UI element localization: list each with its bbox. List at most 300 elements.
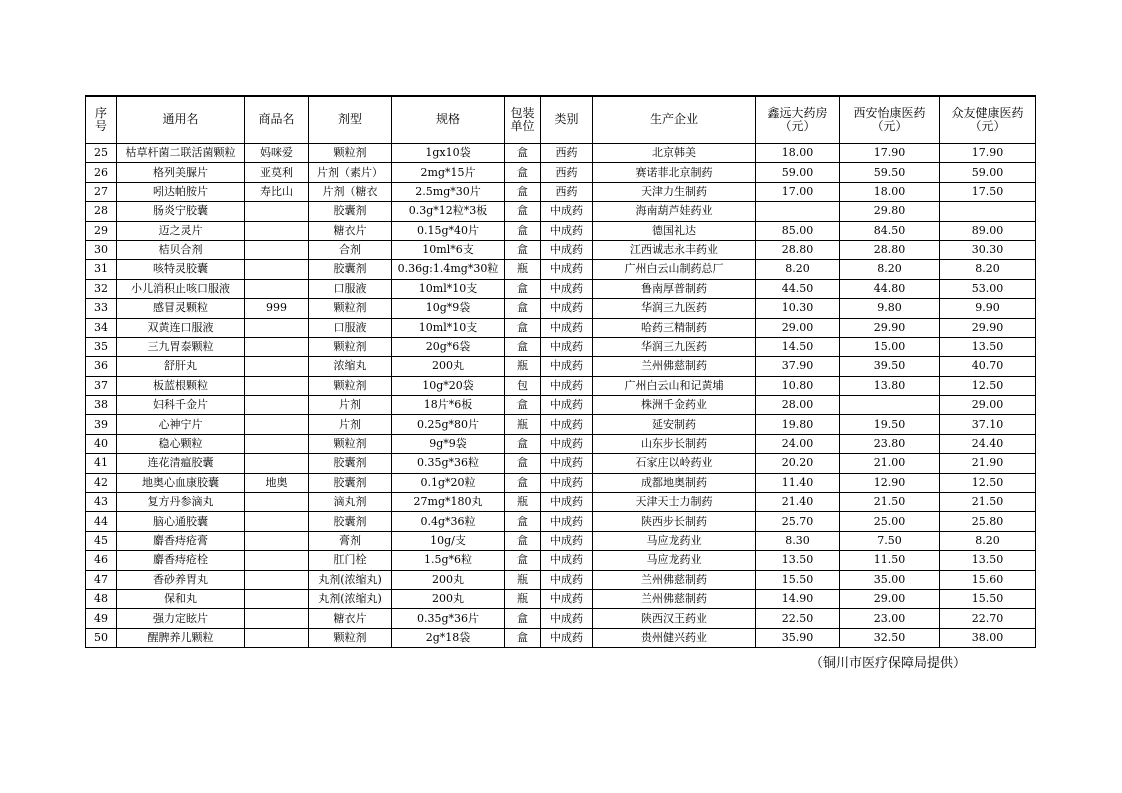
cell-price-xinyuanda: 29.00: [756, 318, 840, 337]
cell-price-xian-yikang: 25.00: [840, 512, 940, 531]
cell-price-xinyuanda: 8.30: [756, 531, 840, 550]
table-row: [86, 493, 1036, 512]
cell-price-zhongyou: 15.50: [940, 589, 1036, 608]
header-index-line: 序: [94, 105, 107, 120]
cell-category: 中成药: [541, 357, 593, 376]
cell-brand-name: [245, 454, 309, 473]
table-row: [86, 473, 1036, 492]
cell-brand-name: [245, 202, 309, 221]
cell-generic-name: 地奥心血康胶囊: [117, 473, 245, 492]
cell-specification: 0.3g*12粒*3板: [392, 202, 505, 221]
cell-generic-name: 香砂养胃丸: [117, 570, 245, 589]
cell-price-xian-yikang: 59.50: [840, 163, 940, 182]
cell-price-xian-yikang: 17.90: [840, 144, 940, 163]
cell-price-zhongyou: 22.70: [940, 609, 1036, 628]
cell-price-xian-yikang: 21.50: [840, 493, 940, 512]
cell-price-xian-yikang: [840, 396, 940, 415]
cell-manufacturer: 海南葫芦娃药业: [593, 202, 756, 221]
cell-category: 中成药: [541, 260, 593, 279]
cell-package-unit: 盒: [505, 473, 541, 492]
cell-manufacturer: 华润三九医药: [593, 337, 756, 356]
header-price-xian-yikang-line: 西安怡康医药: [853, 105, 926, 120]
cell-index: 41: [86, 454, 117, 473]
cell-package-unit: 盒: [505, 512, 541, 531]
cell-generic-name: 麝香痔疮膏: [117, 531, 245, 550]
cell-index: 47: [86, 570, 117, 589]
cell-manufacturer: 兰州佛慈制药: [593, 570, 756, 589]
cell-index: 46: [86, 551, 117, 570]
cell-manufacturer: 德国礼达: [593, 221, 756, 240]
cell-price-zhongyou: 17.90: [940, 144, 1036, 163]
cell-specification: 0.35g*36片: [392, 609, 505, 628]
cell-dosage-form: 颗粒剂: [309, 628, 392, 647]
cell-price-xian-yikang: 23.80: [840, 434, 940, 453]
cell-index: 48: [86, 589, 117, 608]
cell-price-zhongyou: 37.10: [940, 415, 1036, 434]
cell-price-zhongyou: 8.20: [940, 260, 1036, 279]
table-row: [86, 182, 1036, 201]
cell-specification: 10ml*10支: [392, 318, 505, 337]
table-row: [86, 376, 1036, 395]
cell-category: 中成药: [541, 609, 593, 628]
cell-generic-name: 小儿消积止咳口服液: [117, 279, 245, 298]
cell-dosage-form: 颗粒剂: [309, 434, 392, 453]
cell-generic-name: 麝香痔疮栓: [117, 551, 245, 570]
cell-manufacturer: 石家庄以岭药业: [593, 454, 756, 473]
table-row: [86, 279, 1036, 298]
cell-package-unit: 盒: [505, 609, 541, 628]
cell-specification: 2mg*15片: [392, 163, 505, 182]
cell-generic-name: 脑心通胶囊: [117, 512, 245, 531]
cell-specification: 0.15g*40片: [392, 221, 505, 240]
cell-package-unit: 盒: [505, 163, 541, 182]
cell-price-xinyuanda: 13.50: [756, 551, 840, 570]
cell-generic-name: 格列美脲片: [117, 163, 245, 182]
cell-specification: 200丸: [392, 570, 505, 589]
cell-package-unit: 瓶: [505, 570, 541, 589]
cell-generic-name: 迈之灵片: [117, 221, 245, 240]
cell-category: 中成药: [541, 493, 593, 512]
table-row: [86, 434, 1036, 453]
cell-dosage-form: 颗粒剂: [309, 299, 392, 318]
cell-generic-name: 吲达帕胺片: [117, 182, 245, 201]
header-generic-name: [117, 96, 245, 144]
cell-index: 31: [86, 260, 117, 279]
cell-price-xian-yikang: 29.80: [840, 202, 940, 221]
cell-manufacturer: 延安制药: [593, 415, 756, 434]
cell-price-xian-yikang: 23.00: [840, 609, 940, 628]
cell-dosage-form: 片剂: [309, 415, 392, 434]
cell-specification: 10ml*10支: [392, 279, 505, 298]
cell-index: 34: [86, 318, 117, 337]
cell-price-xian-yikang: 7.50: [840, 531, 940, 550]
drug-price-table: [85, 95, 1036, 648]
cell-price-zhongyou: 30.30: [940, 240, 1036, 259]
cell-package-unit: 盒: [505, 318, 541, 337]
cell-generic-name: 板蓝根颗粒: [117, 376, 245, 395]
cell-manufacturer: 陕西步长制药: [593, 512, 756, 531]
cell-category: 中成药: [541, 376, 593, 395]
cell-dosage-form: 颗粒剂: [309, 337, 392, 356]
cell-price-xian-yikang: 11.50: [840, 551, 940, 570]
cell-manufacturer: 马应龙药业: [593, 531, 756, 550]
cell-price-xinyuanda: 15.50: [756, 570, 840, 589]
table-row: [86, 454, 1036, 473]
cell-dosage-form: 滴丸剂: [309, 493, 392, 512]
cell-brand-name: [245, 415, 309, 434]
cell-price-xinyuanda: 14.50: [756, 337, 840, 356]
cell-manufacturer: 兰州佛慈制药: [593, 589, 756, 608]
cell-index: 42: [86, 473, 117, 492]
cell-category: 西药: [541, 182, 593, 201]
cell-price-xinyuanda: 25.70: [756, 512, 840, 531]
cell-index: 28: [86, 202, 117, 221]
cell-dosage-form: 糖衣片: [309, 609, 392, 628]
cell-brand-name: [245, 609, 309, 628]
cell-price-xian-yikang: 29.00: [840, 589, 940, 608]
cell-price-zhongyou: 13.50: [940, 337, 1036, 356]
cell-generic-name: 桔贝合剂: [117, 240, 245, 259]
header-category-line: 类别: [554, 112, 579, 127]
cell-price-xinyuanda: 85.00: [756, 221, 840, 240]
cell-category: 中成药: [541, 531, 593, 550]
header-manufacturer: [593, 96, 756, 144]
cell-dosage-form: 口服液: [309, 279, 392, 298]
cell-brand-name: [245, 221, 309, 240]
cell-price-zhongyou: 89.00: [940, 221, 1036, 240]
header-price-xian-yikang-line: （元）: [871, 119, 908, 133]
cell-dosage-form: 糖衣片: [309, 221, 392, 240]
table-row: [86, 628, 1036, 647]
header-specification: [392, 96, 505, 144]
cell-dosage-form: 片剂: [309, 396, 392, 415]
cell-generic-name: 枯草杆菌二联活菌颗粒: [117, 144, 245, 163]
cell-index: 33: [86, 299, 117, 318]
cell-dosage-form: 颗粒剂: [309, 376, 392, 395]
cell-price-xian-yikang: 15.00: [840, 337, 940, 356]
table-row: [86, 570, 1036, 589]
cell-manufacturer: 兰州佛慈制药: [593, 357, 756, 376]
cell-dosage-form: 颗粒剂: [309, 144, 392, 163]
cell-package-unit: 盒: [505, 337, 541, 356]
cell-price-xian-yikang: 32.50: [840, 628, 940, 647]
table-header: [86, 96, 1036, 144]
cell-dosage-form: 片剂（素片）: [309, 163, 392, 182]
cell-package-unit: 盒: [505, 551, 541, 570]
cell-index: 29: [86, 221, 117, 240]
cell-price-xinyuanda: 28.00: [756, 396, 840, 415]
cell-dosage-form: 合剂: [309, 240, 392, 259]
cell-generic-name: 三九胃泰颗粒: [117, 337, 245, 356]
cell-category: 中成药: [541, 240, 593, 259]
cell-specification: 10g*20袋: [392, 376, 505, 395]
cell-generic-name: 稳心颗粒: [117, 434, 245, 453]
cell-category: 中成药: [541, 512, 593, 531]
cell-category: 中成药: [541, 551, 593, 570]
cell-category: 中成药: [541, 221, 593, 240]
header-dosage-form-line: 剂型: [337, 112, 362, 127]
cell-price-xinyuanda: 37.90: [756, 357, 840, 376]
cell-dosage-form: 口服液: [309, 318, 392, 337]
cell-price-zhongyou: 12.50: [940, 376, 1036, 395]
header-price-zhongyou-line: 众友健康医药: [951, 105, 1024, 120]
header-package-unit: [505, 96, 541, 144]
cell-index: 43: [86, 493, 117, 512]
table-row: [86, 551, 1036, 570]
cell-price-xinyuanda: 8.20: [756, 260, 840, 279]
cell-brand-name: [245, 240, 309, 259]
cell-dosage-form: 浓缩丸: [309, 357, 392, 376]
header-index-line: 号: [94, 119, 107, 133]
cell-manufacturer: 江西诚志永丰药业: [593, 240, 756, 259]
cell-price-xian-yikang: 8.20: [840, 260, 940, 279]
cell-price-xinyuanda: 18.00: [756, 144, 840, 163]
cell-index: 40: [86, 434, 117, 453]
cell-index: 50: [86, 628, 117, 647]
cell-dosage-form: 丸剂(浓缩丸): [309, 570, 392, 589]
cell-category: 中成药: [541, 628, 593, 647]
cell-manufacturer: 成都地奥制药: [593, 473, 756, 492]
header-price-xinyuanda: [756, 96, 840, 144]
cell-category: 中成药: [541, 473, 593, 492]
cell-specification: 1gx10袋: [392, 144, 505, 163]
cell-package-unit: 盒: [505, 182, 541, 201]
cell-brand-name: [245, 396, 309, 415]
cell-generic-name: 醒脾养儿颗粒: [117, 628, 245, 647]
cell-price-xinyuanda: 20.20: [756, 454, 840, 473]
cell-category: 中成药: [541, 454, 593, 473]
cell-price-xian-yikang: 35.00: [840, 570, 940, 589]
cell-dosage-form: 膏剂: [309, 531, 392, 550]
cell-price-xinyuanda: 10.80: [756, 376, 840, 395]
cell-price-zhongyou: 15.60: [940, 570, 1036, 589]
table-row: [86, 299, 1036, 318]
cell-dosage-form: 胶囊剂: [309, 260, 392, 279]
cell-brand-name: 寿比山: [245, 182, 309, 201]
cell-package-unit: 盒: [505, 144, 541, 163]
header-price-xinyuanda-line: 鑫远大药房: [767, 105, 828, 120]
cell-brand-name: [245, 589, 309, 608]
cell-price-zhongyou: 13.50: [940, 551, 1036, 570]
cell-price-xian-yikang: 29.90: [840, 318, 940, 337]
header-price-xian-yikang: [840, 96, 940, 144]
cell-price-zhongyou: 38.00: [940, 628, 1036, 647]
cell-brand-name: [245, 279, 309, 298]
cell-manufacturer: 山东步长制药: [593, 434, 756, 453]
cell-brand-name: 妈咪爱: [245, 144, 309, 163]
header-generic-name-line: 通用名: [162, 112, 199, 127]
cell-specification: 0.4g*36粒: [392, 512, 505, 531]
cell-package-unit: 盒: [505, 531, 541, 550]
cell-price-xian-yikang: 44.80: [840, 279, 940, 298]
cell-package-unit: 瓶: [505, 260, 541, 279]
cell-index: 39: [86, 415, 117, 434]
cell-brand-name: [245, 570, 309, 589]
cell-package-unit: 瓶: [505, 589, 541, 608]
header-brand-name: [245, 96, 309, 144]
cell-generic-name: 心神宁片: [117, 415, 245, 434]
cell-price-zhongyou: 53.00: [940, 279, 1036, 298]
cell-brand-name: [245, 357, 309, 376]
cell-price-xinyuanda: 44.50: [756, 279, 840, 298]
cell-specification: 200丸: [392, 589, 505, 608]
cell-dosage-form: 胶囊剂: [309, 512, 392, 531]
cell-specification: 10g*9袋: [392, 299, 505, 318]
cell-specification: 27mg*180丸: [392, 493, 505, 512]
cell-price-xian-yikang: 39.50: [840, 357, 940, 376]
table-row: [86, 221, 1036, 240]
header-manufacturer-line: 生产企业: [649, 112, 698, 127]
table-row: [86, 396, 1036, 415]
cell-package-unit: 盒: [505, 396, 541, 415]
cell-price-xinyuanda: 35.90: [756, 628, 840, 647]
cell-package-unit: 包: [505, 376, 541, 395]
cell-price-xian-yikang: 12.90: [840, 473, 940, 492]
table-row: [86, 512, 1036, 531]
table-row: [86, 589, 1036, 608]
cell-price-xinyuanda: [756, 202, 840, 221]
cell-brand-name: 亚莫利: [245, 163, 309, 182]
cell-package-unit: 盒: [505, 628, 541, 647]
table-row: [86, 318, 1036, 337]
cell-brand-name: [245, 376, 309, 395]
cell-brand-name: [245, 512, 309, 531]
cell-index: 49: [86, 609, 117, 628]
header-price-zhongyou: [940, 96, 1036, 144]
header-category: [541, 96, 593, 144]
cell-index: 30: [86, 240, 117, 259]
cell-price-xinyuanda: 11.40: [756, 473, 840, 492]
cell-brand-name: [245, 531, 309, 550]
cell-price-xinyuanda: 28.80: [756, 240, 840, 259]
cell-category: 中成药: [541, 318, 593, 337]
cell-category: 中成药: [541, 415, 593, 434]
cell-brand-name: [245, 628, 309, 647]
cell-generic-name: 肠炎宁胶囊: [117, 202, 245, 221]
cell-price-xinyuanda: 14.90: [756, 589, 840, 608]
header-package-unit-line: 单位: [510, 119, 535, 133]
cell-manufacturer: 北京韩美: [593, 144, 756, 163]
cell-specification: 200丸: [392, 357, 505, 376]
cell-category: 中成药: [541, 434, 593, 453]
cell-specification: 0.25g*80片: [392, 415, 505, 434]
cell-generic-name: 连花清瘟胶囊: [117, 454, 245, 473]
cell-index: 32: [86, 279, 117, 298]
cell-dosage-form: 胶囊剂: [309, 202, 392, 221]
cell-package-unit: 瓶: [505, 415, 541, 434]
cell-price-zhongyou: 29.00: [940, 396, 1036, 415]
table-row: [86, 240, 1036, 259]
cell-brand-name: 999: [245, 299, 309, 318]
cell-package-unit: 盒: [505, 279, 541, 298]
cell-index: 36: [86, 357, 117, 376]
cell-category: 西药: [541, 163, 593, 182]
header-price-xinyuanda-line: （元）: [779, 119, 816, 133]
cell-brand-name: [245, 551, 309, 570]
cell-manufacturer: 鲁南厚普制药: [593, 279, 756, 298]
cell-index: 37: [86, 376, 117, 395]
table-body: [86, 144, 1036, 648]
cell-category: 西药: [541, 144, 593, 163]
cell-price-zhongyou: 9.90: [940, 299, 1036, 318]
cell-generic-name: 舒肝丸: [117, 357, 245, 376]
table-row: [86, 357, 1036, 376]
cell-price-xian-yikang: 19.50: [840, 415, 940, 434]
cell-price-xinyuanda: 21.40: [756, 493, 840, 512]
table-row: [86, 144, 1036, 163]
header-dosage-form: [309, 96, 392, 144]
cell-index: 27: [86, 182, 117, 201]
cell-generic-name: 感冒灵颗粒: [117, 299, 245, 318]
table-row: [86, 202, 1036, 221]
cell-package-unit: 盒: [505, 240, 541, 259]
cell-price-xinyuanda: 22.50: [756, 609, 840, 628]
cell-dosage-form: 丸剂(浓缩丸): [309, 589, 392, 608]
table-row: [86, 163, 1036, 182]
cell-package-unit: 盒: [505, 454, 541, 473]
cell-generic-name: 强力定眩片: [117, 609, 245, 628]
cell-specification: 20g*6袋: [392, 337, 505, 356]
cell-category: 中成药: [541, 570, 593, 589]
header-price-zhongyou-line: （元）: [969, 119, 1006, 133]
cell-package-unit: 盒: [505, 434, 541, 453]
header-package-unit-line: 包装: [510, 105, 535, 120]
cell-price-zhongyou: 8.20: [940, 531, 1036, 550]
cell-manufacturer: 马应龙药业: [593, 551, 756, 570]
cell-price-zhongyou: 59.00: [940, 163, 1036, 182]
cell-price-xinyuanda: 24.00: [756, 434, 840, 453]
cell-package-unit: 盒: [505, 202, 541, 221]
cell-specification: 9g*9袋: [392, 434, 505, 453]
cell-specification: 10ml*6支: [392, 240, 505, 259]
cell-manufacturer: 陕西汉王药业: [593, 609, 756, 628]
cell-index: 26: [86, 163, 117, 182]
cell-price-zhongyou: [940, 202, 1036, 221]
cell-category: 中成药: [541, 589, 593, 608]
cell-dosage-form: 肛门栓: [309, 551, 392, 570]
cell-generic-name: 双黄连口服液: [117, 318, 245, 337]
cell-brand-name: [245, 493, 309, 512]
cell-category: 中成药: [541, 202, 593, 221]
table-row: [86, 337, 1036, 356]
cell-manufacturer: 华润三九医药: [593, 299, 756, 318]
cell-price-xian-yikang: 18.00: [840, 182, 940, 201]
cell-specification: 1.5g*6粒: [392, 551, 505, 570]
cell-index: 45: [86, 531, 117, 550]
cell-index: 38: [86, 396, 117, 415]
cell-index: 44: [86, 512, 117, 531]
cell-specification: 0.36g:1.4mg*30粒: [392, 260, 505, 279]
cell-price-xinyuanda: 19.80: [756, 415, 840, 434]
table-row: [86, 415, 1036, 434]
cell-manufacturer: 贵州健兴药业: [593, 628, 756, 647]
cell-category: 中成药: [541, 396, 593, 415]
cell-price-zhongyou: 24.40: [940, 434, 1036, 453]
cell-specification: 0.1g*20粒: [392, 473, 505, 492]
cell-price-zhongyou: 21.50: [940, 493, 1036, 512]
cell-dosage-form: 胶囊剂: [309, 454, 392, 473]
cell-specification: 0.35g*36粒: [392, 454, 505, 473]
header-brand-name-line: 商品名: [258, 112, 295, 127]
cell-specification: 10g/支: [392, 531, 505, 550]
table-row: [86, 531, 1036, 550]
cell-generic-name: 保和丸: [117, 589, 245, 608]
cell-index: 25: [86, 144, 117, 163]
header-index: [86, 96, 117, 144]
cell-price-zhongyou: 40.70: [940, 357, 1036, 376]
cell-price-xian-yikang: 9.80: [840, 299, 940, 318]
cell-dosage-form: 片剂（糖衣: [309, 182, 392, 201]
